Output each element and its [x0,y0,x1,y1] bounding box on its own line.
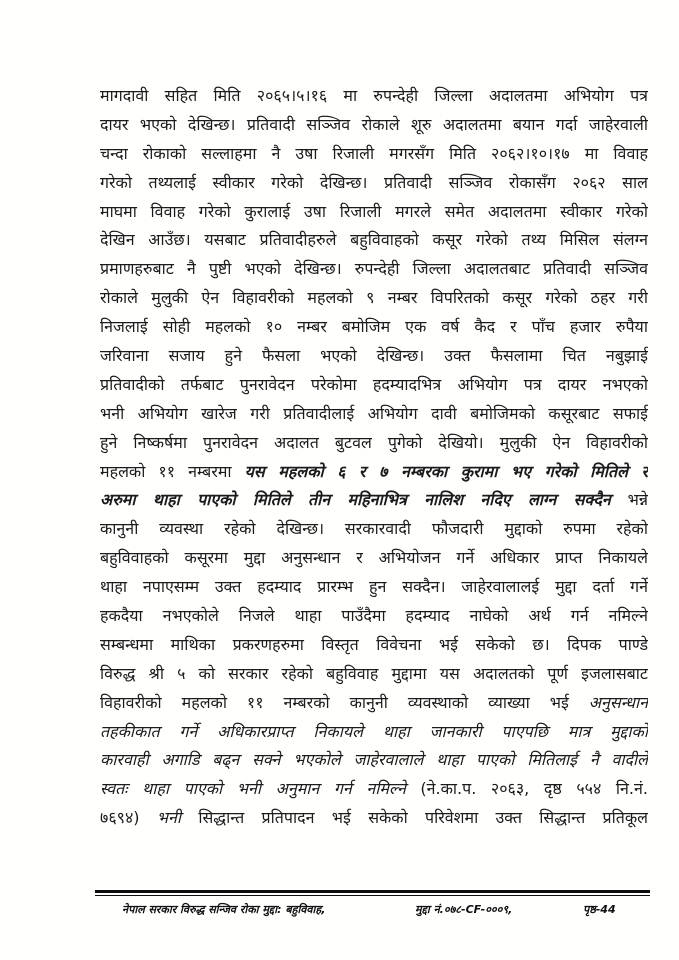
text-line [100,775,648,804]
text-segment: यस महलको ६ र ७ नम्बरका कुरामा भए गरेको मितिले र [244,461,648,481]
text-line [100,169,648,198]
text-line [100,82,648,111]
text-line [100,458,648,487]
text-segment: रोकाले मुलुकी ऐन विहावरीको महलको ९ नम्बर विपरितको कसूर गरेको ठहर गरी [100,288,648,308]
text-segment: (ने.का.प. २०६३, दृष्ठ ५५४ नि.नं. [420,779,648,799]
text-segment: सम्बन्धमा माथिका प्रकरणहरुमा विस्तृत विवेचना भई सकेको छ। दिपक पाण्डे [100,634,648,654]
text-segment: ७६९४) [100,808,157,828]
body-text [100,82,648,833]
text-line [100,140,648,169]
text-line [100,660,648,689]
text-line [100,602,648,631]
text-line [100,313,648,342]
text-segment: भन्ने [610,490,648,510]
text-segment: देखिन आउँछ। यसबाट प्रतिवादीहरुले बहुविवाहको कसूर गरेको तथ्य मिसिल संलग्न [100,230,648,250]
text-line [100,746,648,775]
text-segment: चन्दा रोकाको सल्लाहमा नै उषा रिजाली मगरसँग मिति २०६२।१०।१७ मा विवाह [100,143,648,163]
text-line [100,429,648,458]
text-segment: महलको ११ नम्बरमा [100,461,245,481]
text-segment: बहुविवाहको कसूरमा मुद्दा अनुसन्धान र अभियोजन गर्ने अधिकार प्राप्त निकायले [100,548,648,568]
text-line [100,515,648,544]
text-line [100,198,648,227]
text-line [100,400,648,429]
text-segment: हुने निष्कर्षमा पुनरावेदन अदालत बुटवल पुगेको देखियो। मुलुकी ऐन विहावरीको [100,432,648,452]
text-segment: विरुद्ध श्री ५ को सरकार रहेको बहुविवाह मुद्दामा यस अदालतको पूर्ण इजलासबाट [100,663,648,683]
text-line [100,371,648,400]
text-line [100,284,648,313]
text-segment: स्वतः थाहा पाएको भनी अनुमान गर्न नमिल्ने [100,779,421,799]
text-segment: निजलाई सोही महलको १० नम्बर बमोजिम एक वर्ष कैद र पाँच हजार रुपैया [100,317,648,337]
text-segment: जरिवाना सजाय हुने फैसला भएको देखिन्छ। उक्त फैसलामा चित नबुझाई [100,346,648,366]
footer-rule [95,890,650,896]
text-segment: अरुमा थाहा पाएको मितिले तीन महिनाभित्र नालिश नदिए लाग्न सक्दैन [100,490,611,510]
footer-case-number: मुद्दा नं.०७८-CF-०००९, [415,903,513,916]
text-line [100,631,648,660]
text-line [100,255,648,284]
text-segment: सिद्धान्त प्रतिपादन भई सकेको परिवेशमा उक्त सिद्धान्त प्रतिकूल [181,808,648,828]
footer-page-number: पृष्ठ-44 [583,903,616,916]
text-segment: हकदैया नभएकोले निजले थाहा पाउँदैमा हदम्याद नाघेको अर्थ गर्न नमिल्ने [100,606,648,626]
text-segment: कानुनी व्यवस्था रहेको देखिन्छ। सरकारवादी फौजदारी मुद्दाको रुपमा रहेको [100,519,648,539]
text-line [100,718,648,747]
text-line [100,486,648,515]
text-segment: तहकीकात गर्ने अधिकारप्राप्त निकायले थाहा जानकारी पाएपछि मात्र मुद्दाको [100,721,648,741]
text-line [100,689,648,718]
text-segment: प्रतिवादीको तर्फबाट पुनरावेदन परेकोमा हदम्यादभित्र अभियोग पत्र दायर नभएको [100,374,648,394]
text-line [100,804,648,833]
text-segment: भनी [156,808,182,828]
text-segment: अनुसन्धान [588,692,648,712]
text-line [100,544,648,573]
text-segment: मागदावी सहित मिति २०६५।५।१६ मा रुपन्देही जिल्ला अदालतमा अभियोग पत्र [100,86,648,105]
text-segment: दायर भएको देखिन्छ। प्रतिवादी सञ्जिव रोकाले शूरु अदालतमा बयान गर्दा जाहेरवाली [100,114,648,134]
text-segment: माघमा विवाह गरेको कुरालाई उषा रिजाली मगरले समेत अदालतमा स्वीकार गरेको [100,201,648,221]
text-segment: थाहा नपाएसम्म उक्त हदम्याद प्रारम्भ हुन सक्दैन। जाहेरवालालई मुद्दा दर्ता गर्ने [100,577,648,597]
text-segment: गरेको तथ्यलाई स्वीकार गरेको देखिन्छ। प्रतिवादी सञ्जिव रोकासँग २०६२ साल [100,172,648,192]
text-segment: कारवाही अगाडि बढ्न सक्ने भएकोले जाहेरवालाले थाहा पाएको मितिलाई नै वादीले [100,750,648,770]
text-segment: भनी अभियोग खारेज गरी प्रतिवादीलाई अभियोग दावी बमोजिमको कसूरबाट सफाई [100,403,648,423]
text-line [100,111,648,140]
footer-case-title: नेपाल सरकार विरुद्ध सन्जिव रोका मुद्दा: बहुविवाह, [122,903,326,916]
text-segment: विहावरीको महलको ११ नम्बरको कानुनी व्यवस्थाको व्याख्या भई [100,692,589,712]
text-line [100,573,648,602]
text-line [100,226,648,255]
text-segment: प्रमाणहरुबाट नै पुष्टी भएको देखिन्छ। रुपन्देही जिल्ला अदालतबाट प्रतिवादी सञ्जिव [100,259,648,279]
text-line [100,342,648,371]
